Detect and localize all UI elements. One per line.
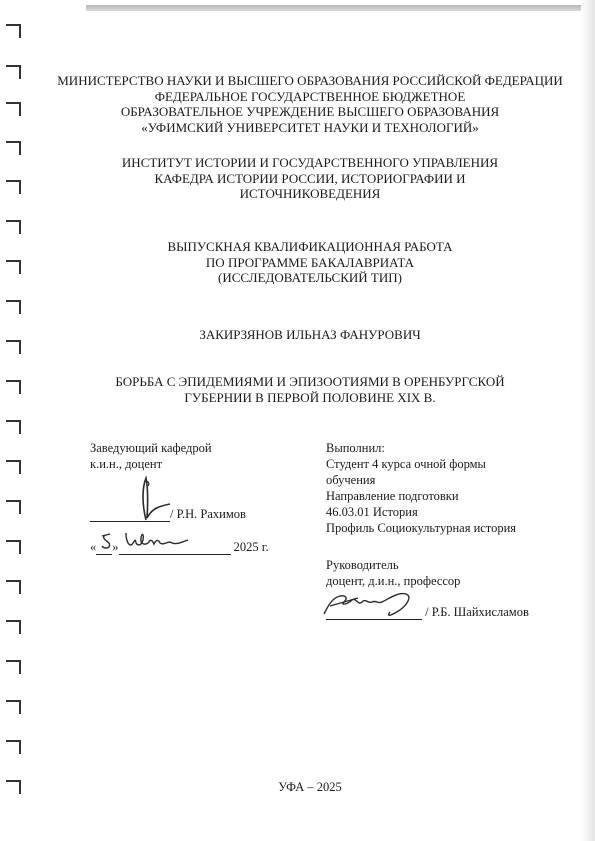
- ministry-line: ОБРАЗОВАТЕЛЬНОЕ УЧРЕЖДЕНИЕ ВЫСШЕГО ОБРАЗОВАНИЯ: [120, 104, 500, 119]
- spine-mark: [6, 380, 21, 394]
- spine-mark: [6, 580, 21, 594]
- department-line: КАФЕДРА ИСТОРИИ РОССИИ, ИСТОРИОГРАФИИ И: [154, 170, 466, 186]
- head-degree: к.и.н., доцент: [90, 457, 163, 471]
- performer-line: обучения: [326, 473, 376, 487]
- spine-mark: [6, 65, 21, 79]
- thesis-topic: [30, 374, 590, 405]
- supervisor-degree: доцент, д.и.н., профессор: [326, 574, 461, 588]
- month-rule: [119, 554, 231, 555]
- performer-line: Студент 4 курса очной формы: [326, 457, 486, 471]
- spine-mark: [6, 660, 21, 674]
- spine-mark: [6, 540, 21, 554]
- spine-mark: [6, 141, 21, 155]
- institute-line: ИНСТИТУТ ИСТОРИИ И ГОСУДАРСТВЕННОГО УПРАВЛЕНИЯ: [121, 155, 499, 170]
- head-signature: [126, 474, 174, 522]
- performer-line: 46.03.01 История: [326, 505, 418, 519]
- head-of-department-block: [90, 440, 290, 472]
- spine-mark: [6, 460, 21, 474]
- spine-mark: [6, 740, 21, 754]
- author-name: ЗАКИРЗЯНОВ ИЛЬНАЗ ФАНУРОВИЧ: [199, 327, 421, 342]
- supervisor-label: Руководитель: [326, 558, 399, 572]
- work-type: [30, 239, 590, 286]
- head-title: Заведующий кафедрой: [90, 441, 212, 455]
- spine-mark: [6, 220, 21, 234]
- institute-header: [30, 155, 590, 202]
- spine-mark: [6, 420, 21, 434]
- date-year: 2025 г.: [233, 540, 269, 554]
- work-type-line: (ИССЛЕДОВАТЕЛЬСКИЙ ТИП): [218, 270, 402, 285]
- performer-label: Выполнил:: [326, 441, 385, 455]
- date-open-quote: «: [90, 540, 97, 554]
- spine-mark: [6, 780, 21, 794]
- performer-line: Профиль Социокультурная история: [326, 521, 517, 535]
- spine-mark: [6, 500, 21, 514]
- university-name: «УФИМСКИЙ УНИВЕРСИТЕТ НАУКИ И ТЕХНОЛОГИЙ»: [141, 119, 479, 135]
- ministry-line: ФЕДЕРАЛЬНОЕ ГОСУДАРСТВЕННОЕ БЮДЖЕТНОЕ: [154, 88, 466, 104]
- performer-line: Направление подготовки: [326, 489, 459, 503]
- spine-mark: [6, 24, 21, 38]
- city-year: УФА – 2025: [278, 780, 342, 794]
- supervisor-name: / Р.Б. Шайхисламов: [425, 605, 529, 619]
- spine-mark: [6, 620, 21, 634]
- department-line: ИСТОЧНИКОВЕДЕНИЯ: [239, 186, 381, 201]
- topic-line: БОРЬБА С ЭПИДЕМИЯМИ И ЭПИЗООТИЯМИ В ОРЕНБУРГСКОЙ: [115, 374, 505, 389]
- spine-mark: [6, 340, 21, 354]
- ministry-line: МИНИСТЕРСТВО НАУКИ И ВЫСШЕГО ОБРАЗОВАНИЯ РОССИЙСКОЙ ФЕДЕРАЦИИ: [57, 73, 563, 88]
- scan-top-shadow: [86, 5, 586, 11]
- performer-block: [326, 440, 576, 536]
- spine-mark: [6, 300, 21, 314]
- spine-mark: [6, 700, 21, 714]
- handwritten-date: [98, 528, 216, 552]
- ministry-header: [30, 73, 590, 135]
- spine-mark: [6, 180, 21, 194]
- date-close-quote: »: [112, 540, 119, 554]
- spine-mark: [6, 260, 21, 274]
- spine-mark: [6, 102, 21, 116]
- head-name: / Р.Н. Рахимов: [170, 507, 246, 521]
- day-rule: [96, 554, 112, 555]
- supervisor-signature: [318, 588, 422, 622]
- work-type-line: ПО ПРОГРАММЕ БАКАЛАВРИАТА: [205, 254, 415, 270]
- work-type-line: ВЫПУСКНАЯ КВАЛИФИКАЦИОННАЯ РАБОТА: [167, 239, 453, 254]
- supervisor-block: [326, 557, 576, 589]
- topic-line: ГУБЕРНИИ В ПЕРВОЙ ПОЛОВИНЕ XIX В.: [184, 389, 436, 405]
